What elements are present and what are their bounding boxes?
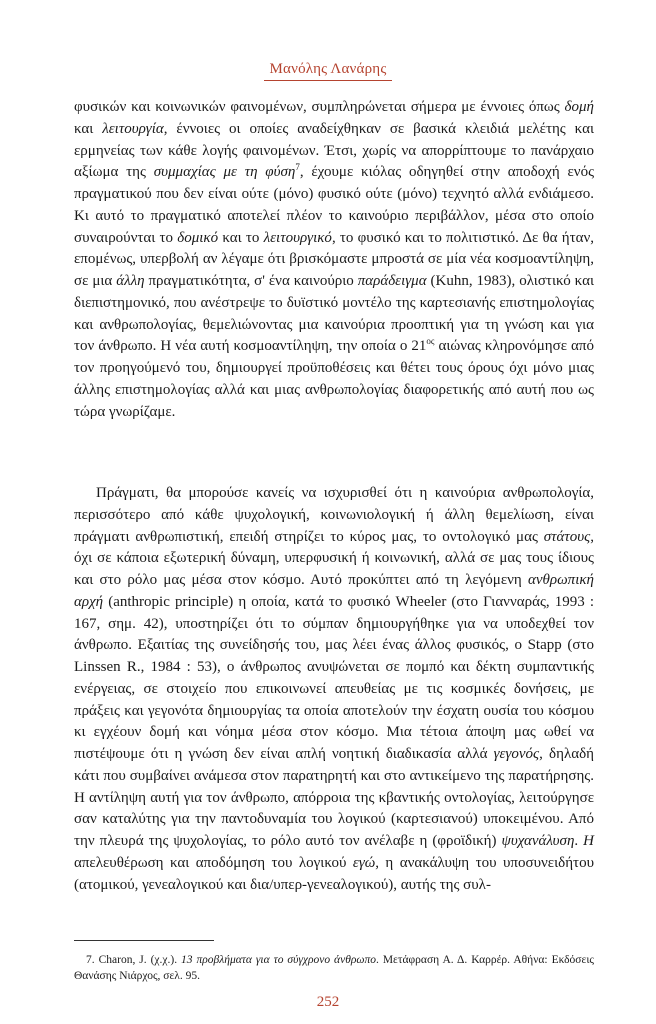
paragraph2-run-5: γεγονός xyxy=(493,746,540,762)
paragraph2-run-7: ψυχανάλυση xyxy=(501,833,575,849)
footnote-run-0: 7. Charon, J. (χ.χ.). xyxy=(86,954,182,966)
paragraph1-run-2: και xyxy=(74,120,103,137)
paragraph1-run-11: , το φυσικό και το πολιτιστικό. Δε θα ήταν, επομένως, υπερβολή αν λέγαμε ότι βρισκόμαστε μπροστά σε μία νέα κοσμοαντίληψη, σε μια xyxy=(74,229,594,289)
page-number: 252 xyxy=(316,994,340,1010)
paragraph-1 xyxy=(74,97,594,423)
paragraph2-run-1: στάτους xyxy=(543,528,591,545)
paragraph1-run-3: λειτουργία xyxy=(102,120,164,137)
paragraph1-run-13: πραγματικότητα, σ' ένα καινούριο xyxy=(144,273,358,289)
paragraph1-run-17: αιώνας κληρονόμησε από τον προηγούμενό του, δημιουργεί προϋποθέσεις και θέτει τους όρους όχι μόνο μιας άλλης επιστημολογίας αλλά και μιας ανθρωπολογίας διαφορετικής από αυτή που ως τώρα γνωρίζαμε. xyxy=(74,338,594,420)
paragraph1-run-15: (Kuhn, 1983), ολιστικό και διεπιστημονικό, που ανέστρεψε το δυϊστικό μοντέλο της καρτεσιανής επιστημολογίας και ανθρωπολογίας, θεμελιώνοντας μια καινούρια προοπτική για τη γνώση και για τον άνθρωπο. Η νέα αυτή κοσμοαντίληψη, την οποία ο 21 xyxy=(74,273,594,355)
paragraph2-run-4: (anthropic principle) η οποία, κατά το φυσικό Wheeler (στο Γιανναράς, 1993 : 167, σημ. 42), υποστηρίζει ότι το σύμπαν δημιουργήθηκε για να υποδεχθεί τον άνθρωπο. Εξαιτίας της συνείδησής του, μας λέει ένας άλλος φυσικός, ο Stapp (στο Linssen R., 1984 : 53), ο άνθρωπος ανυψώνεται σε πομπό και δέκτη συμπαντικής ενέργειας, σε στοιχείο που επικοινωνεί απευθείας με τις κοσμικές δονήσεις, με πράξεις και γεγονότα δημιουργίας τα οποία αποτελούν την έσχατη ουσία του κόσμου κι εγχέουν δομή και νόημα μέσα στον κόσμο. Μια τέτοια άποψη μας ωθεί να πιστέψουμε ότι η γνώση δεν είναι απλή νοητική διαδικασία αλλά xyxy=(74,593,594,762)
paragraph2-run-0: Πράγματι, θα μπορούσε κανείς να ισχυρισθεί ότι η καινούρια ανθρωπολογία, περισσότερο από κάθε ψυχολογική, κοινωνιολογική ή άλλη θεμελίωση, είναι πράγματι ανθρωπιστική, επειδή στηρίζει το κύρος μας, το οντολογικό μας xyxy=(74,485,594,545)
footnote-divider xyxy=(74,940,214,941)
paragraph2-run-2: , όχι σε κάποια εξωτερική δύναμη, υπερφυσική ή κοινωνική, αλλά σε μας τους ίδιους και στο ρόλο μας μέσα στον κόσμο. Αυτό προκύπτει από τη λεγόμενη xyxy=(74,528,594,588)
running-header xyxy=(0,60,656,81)
paragraph1-run-6: 7 xyxy=(295,162,300,173)
footnote-run-1: 13 προβλήματα για το σύγχρονο άνθρωπο xyxy=(181,954,376,966)
paragraph1-run-7: , έχουμε κιόλας οδηγηθεί στην αποδοχή ενός πραγματικού που δεν είναι ούτε (μόνο) φυσικό ούτε (μόνο) τεχνητό αλλά ενδιάμεσο. Κι αυτό το πραγματικό αποτελεί πλέον το καινούριο περιβάλλον, μέσα στο οποίο συναιρούνται το xyxy=(74,164,595,246)
paragraph2-run-8: . xyxy=(574,833,584,849)
paragraph2-run-9: Η xyxy=(583,833,594,849)
paragraph2-run-10: απελευθέρωση και αποδόμηση του λογικού xyxy=(74,854,353,871)
paragraph2-run-3: ανθρωπική αρχή xyxy=(74,572,594,610)
paragraph1-run-4: , έννοιες οι οποίες αναδείχθηκαν σε βασικά κλειδιά μελέτης και ερμηνείας των κάθε λογής φαινομένων. Έτσι, χωρίς να απορρίπτουμε το πανάρχαιο αξίωμα της xyxy=(74,120,595,181)
paragraph1-run-12: άλλη xyxy=(116,273,145,289)
paragraph1-run-0: φυσικών και κοινωνικών φαινομένων, συμπληρώνεται σήμερα με έννοιες όπως xyxy=(74,99,565,115)
paragraph2-run-6: , δηλαδή κάτι που συμβαίνει ανάμεσα στον παρατηρητή και στο αντικείμενο της παρατήρησης. Η αντίληψη αυτή για τον άνθρωπο, απόρροια της κβαντικής οντολογίας, λειτούργησε σαν καταλύτης για την παντοδυναμία του λογικού (καρτεσιανού) υποκειμένου. Από την πλευρά της ψυχολογίας, το ρόλο αυτό τον ανέλαβε η (φροϊδική) xyxy=(74,746,594,849)
paragraph2-run-11: εγώ xyxy=(352,854,376,871)
paragraph1-run-9: και το xyxy=(218,229,264,246)
paragraph2-run-12: , η ανακάλυψη του υποσυνειδήτου (ατομικού, γενεαλογικού και δια/υπερ-γενεαλογικού), αυτής της συλ- xyxy=(74,854,594,893)
paragraph1-run-1: δομή xyxy=(564,99,594,115)
paragraph1-run-14: παράδειγμα xyxy=(357,273,427,289)
paragraph1-run-16: ος xyxy=(426,336,435,347)
paragraph1-run-8: δομικό xyxy=(177,229,219,246)
header-author-name: Μανόλης Λανάρης xyxy=(264,61,393,81)
paragraph1-run-10: λειτουργικό xyxy=(263,229,332,246)
footnote-run-2: . Μετάφραση Α. Δ. Καρρέρ. Αθήνα: Εκδόσεις Θανάσης Νιάρχος, σελ. 95. xyxy=(74,954,594,982)
paragraph-2 xyxy=(74,483,594,896)
paragraph1-run-5: συμμαχίας με τη φύση xyxy=(153,164,296,181)
footnote-7 xyxy=(74,952,594,984)
